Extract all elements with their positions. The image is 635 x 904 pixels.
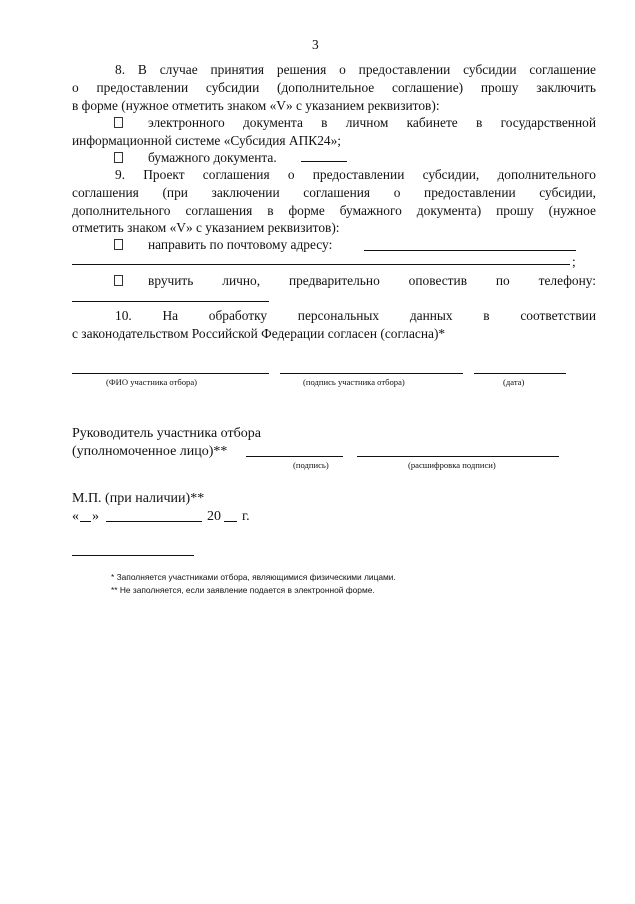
section8-option1-line2: информационной системе «Субсидия АПК24»; bbox=[72, 133, 342, 148]
caption-head-signature: (подпись) bbox=[293, 460, 329, 470]
section9-line3: дополнительного соглашения в форме бумажного документа) прошу (нужное bbox=[72, 203, 596, 218]
section8-option1-line1: электронного документа в личном кабинете в государственной bbox=[148, 115, 596, 130]
signature-line[interactable] bbox=[280, 373, 463, 374]
section8-option2: бумажного документа. bbox=[148, 150, 277, 165]
section9-option2: вручить лично, предварительно оповестив по телефону: bbox=[148, 273, 596, 288]
month-line[interactable] bbox=[106, 521, 202, 522]
head-line1: Руководитель участника отбора bbox=[72, 426, 261, 441]
date-close-quote: » bbox=[92, 509, 99, 524]
paper-document-details-line[interactable] bbox=[301, 161, 347, 162]
year-prefix: 20 bbox=[207, 509, 221, 524]
caption-date: (дата) bbox=[503, 377, 525, 387]
postal-address-line-2[interactable] bbox=[72, 264, 570, 265]
date-line[interactable] bbox=[474, 373, 566, 374]
section10-line2: с законодательством Российской Федерации согласен (согласна)* bbox=[72, 326, 446, 341]
head-decoding-line[interactable] bbox=[357, 456, 559, 457]
page-number: 3 bbox=[312, 37, 319, 52]
footnote-1: * Заполняется участниками отбора, являющимися физическими лицами. bbox=[111, 572, 396, 582]
section9-line2: соглашения (при заключении соглашения о предоставлении субсидии, bbox=[72, 185, 596, 200]
postal-address-line-1[interactable] bbox=[364, 250, 576, 251]
checkbox-electronic[interactable] bbox=[114, 117, 123, 128]
phone-line[interactable] bbox=[72, 301, 269, 302]
day-line[interactable] bbox=[80, 521, 91, 522]
footnote-separator bbox=[72, 555, 194, 556]
postal-address-end: ; bbox=[572, 254, 576, 269]
head-line2: (уполномоченное лицо)** bbox=[72, 444, 228, 459]
fio-line[interactable] bbox=[72, 373, 269, 374]
section8-line3: в форме (нужное отметить знаком «V» с указанием реквизитов): bbox=[72, 98, 440, 113]
section10-line1: 10. На обработку персональных данных в соответствии bbox=[115, 308, 596, 323]
year-line[interactable] bbox=[224, 521, 237, 522]
caption-fio: (ФИО участника отбора) bbox=[106, 377, 198, 387]
checkbox-paper[interactable] bbox=[114, 152, 123, 163]
section9-line4: отметить знаком «V» с указанием реквизитов): bbox=[72, 220, 340, 235]
year-suffix: г. bbox=[242, 509, 250, 524]
section8-line2: о предоставлении субсидии (дополнительное соглашение) прошу заключить bbox=[72, 80, 596, 95]
section8-line1: 8. В случае принятия решения о предоставлении субсидии соглашение bbox=[115, 62, 596, 77]
section9-line1: 9. Проект соглашения о предоставлении субсидии, дополнительного bbox=[115, 167, 596, 182]
stamp-mp: М.П. (при наличии)** bbox=[72, 491, 205, 506]
head-signature-line[interactable] bbox=[246, 456, 343, 457]
date-open-quote: « bbox=[72, 509, 79, 524]
footnote-2: ** Не заполняется, если заявление подается в электронной форме. bbox=[111, 585, 375, 595]
checkbox-in-person[interactable] bbox=[114, 275, 123, 286]
caption-head-decoding: (расшифровка подписи) bbox=[408, 460, 496, 470]
section9-option1: направить по почтовому адресу: bbox=[148, 237, 333, 252]
caption-signature: (подпись участника отбора) bbox=[303, 377, 405, 387]
checkbox-postal[interactable] bbox=[114, 239, 123, 250]
